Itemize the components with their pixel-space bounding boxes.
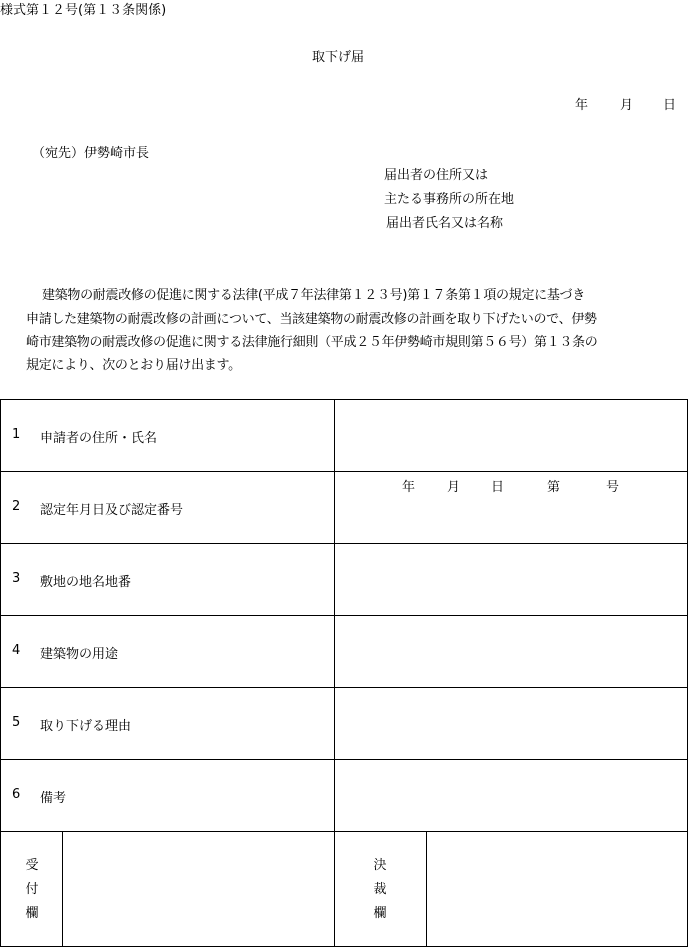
decision-divider (426, 831, 427, 947)
date-month: 月 (620, 98, 634, 113)
reception-char: 受 (25, 858, 39, 873)
table-column-divider (334, 399, 335, 947)
paragraph-line-1: 建築物の耐震改修の促進に関する法律(平成７年法律第１２３号)第１７条第１項の規定に基づき (42, 288, 585, 303)
row-label: 申請者の住所・氏名 (40, 431, 158, 446)
row-divider (0, 831, 688, 832)
reason-value-field[interactable] (336, 689, 686, 758)
row-divider (0, 471, 688, 472)
row-number: 1 (12, 427, 21, 442)
reception-divider (62, 831, 63, 947)
reception-char: 欄 (25, 906, 39, 921)
row-number: 2 (12, 499, 21, 514)
site-value-field[interactable] (336, 545, 686, 614)
use-value-field[interactable] (336, 617, 686, 686)
date-day: 日 (663, 98, 677, 113)
reception-field[interactable] (64, 833, 332, 945)
remarks-value-field[interactable] (336, 761, 686, 830)
reception-char: 付 (25, 882, 39, 897)
row-divider (0, 759, 688, 760)
row-label: 認定年月日及び認定番号 (40, 503, 184, 518)
row-number: 6 (12, 787, 21, 802)
row-label: 備考 (40, 791, 67, 806)
cert-year: 年 (402, 480, 416, 495)
decision-field[interactable] (428, 833, 686, 945)
row-number: 5 (12, 715, 21, 730)
row-number: 4 (12, 643, 21, 658)
cert-month: 月 (447, 480, 461, 495)
row-label: 取り下げる理由 (40, 719, 132, 734)
paragraph-line-3: 崎市建築物の耐震改修の促進に関する法律施行細則（平成２５年伊勢崎市規則第５６号）第１３条の (26, 335, 598, 350)
row-divider (0, 543, 688, 544)
paragraph-line-2: 申請した建築物の耐震改修の計画について、当該建築物の耐震改修の計画を取り下げたいので、伊勢 (26, 312, 597, 327)
row-divider (0, 687, 688, 688)
row-number: 3 (12, 571, 21, 586)
row-divider (0, 615, 688, 616)
decision-char: 裁 (373, 882, 387, 897)
applicant-value-field[interactable] (336, 401, 686, 470)
date-year: 年 (575, 98, 589, 113)
cert-number-prefix: 第 (547, 480, 561, 495)
table-border-left (0, 399, 1, 947)
document-title: 取下げ届 (312, 50, 365, 65)
form-number: 様式第１２号(第１３条関係) (0, 3, 167, 18)
table-border-top (0, 399, 688, 400)
applicant-label-office: 主たる事務所の所在地 (384, 192, 515, 207)
decision-char: 欄 (373, 906, 387, 921)
table-border-bottom (0, 946, 688, 947)
decision-char: 決 (373, 858, 387, 873)
row-label: 敷地の地名地番 (40, 575, 132, 590)
cert-day: 日 (491, 480, 505, 495)
cert-number-suffix: 号 (606, 480, 620, 495)
addressee: （宛先）伊勢崎市長 (32, 146, 150, 161)
applicant-label-name: 届出者氏名又は名称 (386, 216, 504, 231)
paragraph-line-4: 規定により、次のとおり届け出ます。 (26, 358, 241, 373)
applicant-label-address: 届出者の住所又は (384, 168, 489, 183)
row-label: 建築物の用途 (40, 647, 119, 662)
